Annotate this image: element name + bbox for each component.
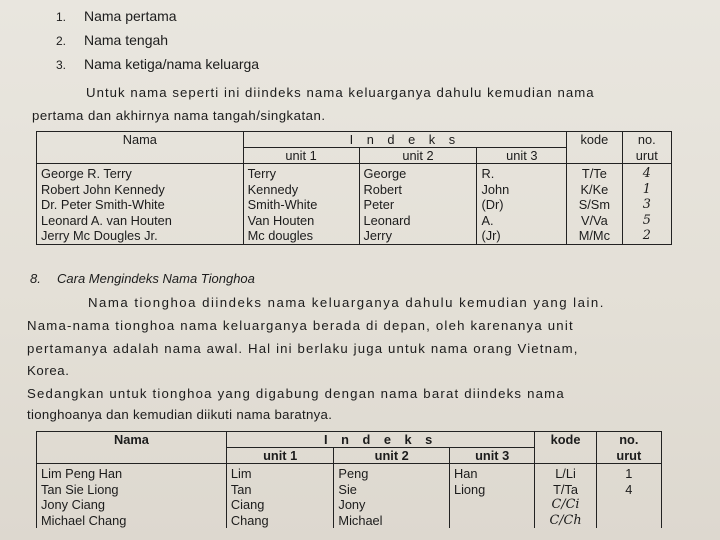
table-cell: George	[363, 166, 407, 181]
paragraph-line: Untuk nama seperti ini diindeks nama keluarganya dahulu kemudian nama	[86, 85, 595, 100]
table-cell: 2	[642, 228, 651, 243]
paragraph-line: pertamanya adalah nama awal. Hal ini berlaku juga untuk nama orang Vietnam,	[27, 341, 579, 356]
col-header-kode: kode	[567, 132, 622, 164]
col-header-nama: Nama	[37, 432, 227, 464]
table-cell: Sie	[338, 481, 357, 497]
table-cell: 5	[642, 212, 651, 228]
paragraph-line: Korea.	[27, 363, 70, 378]
col-header-urut: urut	[596, 448, 661, 464]
table-cell: John	[481, 181, 510, 197]
paragraph-line: Nama-nama tionghoa nama keluarganya berada di depan, oleh karenanya unit	[27, 318, 574, 333]
cell-kode	[567, 164, 622, 245]
paragraph-line: Sedangkan untuk tionghoa yang digabung dengan nama barat diindeks nama	[27, 386, 565, 401]
list-item: 2. Nama tengah	[56, 32, 169, 48]
table-cell: Chang	[230, 512, 269, 528]
col-header-kode: kode	[535, 432, 596, 464]
table-cell: Lim	[230, 466, 252, 481]
table-cell: Robert	[363, 181, 402, 197]
index-table-western	[36, 131, 672, 245]
table-cell: Tan	[230, 481, 252, 497]
table-cell: A.	[481, 212, 494, 228]
table-cell: K/Ke	[580, 181, 609, 197]
table-cell: Jerry Mc Dougles Jr.	[41, 228, 158, 243]
table-cell: 4	[642, 166, 651, 181]
paragraph-line: Nama tionghoa diindeks nama keluarganya dahulu kemudian yang lain.	[88, 295, 605, 310]
col-header-unit3: unit 3	[449, 448, 534, 464]
col-header-indeks: I n d e k s	[243, 132, 567, 148]
table-cell: Peng	[338, 466, 369, 481]
col-header-indeks: I n d e k s	[226, 432, 534, 448]
cell-unit1	[226, 464, 334, 529]
table-cell: Smith-White	[247, 197, 318, 212]
cell-unit3	[449, 464, 534, 529]
cell-no-urut	[622, 164, 671, 245]
table-cell: Jony Ciang	[41, 497, 106, 512]
table-cell: Dr. Peter Smith-White	[41, 197, 165, 212]
table-cell: George R. Terry	[41, 166, 132, 181]
table-cell: Michael Chang	[41, 512, 127, 528]
col-header-unit3: unit 3	[477, 148, 567, 164]
paragraph-line: pertama dan akhirnya nama tangah/singkatan.	[32, 108, 326, 123]
table-cell: Kennedy	[247, 181, 299, 197]
table-cell: (Jr)	[481, 228, 501, 243]
col-header-no: no.	[596, 432, 661, 448]
table-cell: C/Ci	[551, 497, 580, 512]
list-item: 3. Nama ketiga/nama keluarga	[56, 56, 260, 72]
table-cell: L/Li	[555, 466, 576, 481]
table-cell: T/Ta	[553, 481, 578, 497]
table-cell: Mc dougles	[247, 228, 314, 243]
table-cell: Leonard	[363, 212, 411, 228]
col-header-urut: urut	[622, 148, 671, 164]
index-table-chinese	[36, 431, 662, 528]
col-header-unit2: unit 2	[359, 148, 477, 164]
table-cell: Lim Peng Han	[41, 466, 123, 481]
col-header-unit2: unit 2	[334, 448, 450, 464]
table-cell: R.	[481, 166, 495, 181]
table-cell: 4	[625, 481, 633, 497]
table-cell: Van Houten	[247, 212, 315, 228]
table-cell: Robert John Kennedy	[41, 181, 165, 197]
table-cell: Jerry	[363, 228, 392, 243]
table-cell: Liong	[453, 481, 486, 497]
col-header-nama: Nama	[37, 132, 244, 164]
col-header-unit1: unit 1	[226, 448, 334, 464]
table-cell: C/Ch	[549, 512, 582, 528]
table-cell: T/Te	[581, 166, 607, 181]
table-cell: 1	[625, 466, 633, 481]
paragraph-line: tionghoanya dan kemudian diikuti nama baratnya.	[27, 407, 333, 422]
table-cell: Tan Sie Liong	[41, 481, 119, 497]
table-cell: 3	[642, 197, 651, 212]
cell-no-urut	[596, 464, 661, 529]
col-header-unit1: unit 1	[243, 148, 359, 164]
table-cell: (Dr)	[481, 197, 504, 212]
cell-unit2	[334, 464, 450, 529]
cell-nama	[37, 464, 227, 529]
section-heading: 8. Cara Mengindeks Nama Tionghoa	[30, 271, 255, 286]
table-cell: Leonard A. van Houten	[41, 212, 172, 228]
table-cell: Terry	[247, 166, 277, 181]
table-cell: S/Sm	[578, 197, 611, 212]
col-header-no: no.	[622, 132, 671, 148]
table-cell: Michael	[338, 512, 383, 528]
table-cell: Ciang	[230, 497, 265, 512]
table-cell: Peter	[363, 197, 395, 212]
cell-kode	[535, 464, 596, 529]
cell-unit1	[243, 164, 359, 245]
list-item: 1. Nama pertama	[56, 8, 177, 24]
name-order-list	[56, 4, 259, 76]
table-cell: Han	[453, 466, 478, 481]
cell-unit2	[359, 164, 477, 245]
table-cell: M/Mc	[578, 228, 610, 243]
table-cell: 1	[642, 181, 651, 197]
table-cell: Jony	[338, 497, 366, 512]
cell-unit3	[477, 164, 567, 245]
cell-nama	[37, 164, 244, 245]
table-cell: V/Va	[580, 212, 608, 228]
